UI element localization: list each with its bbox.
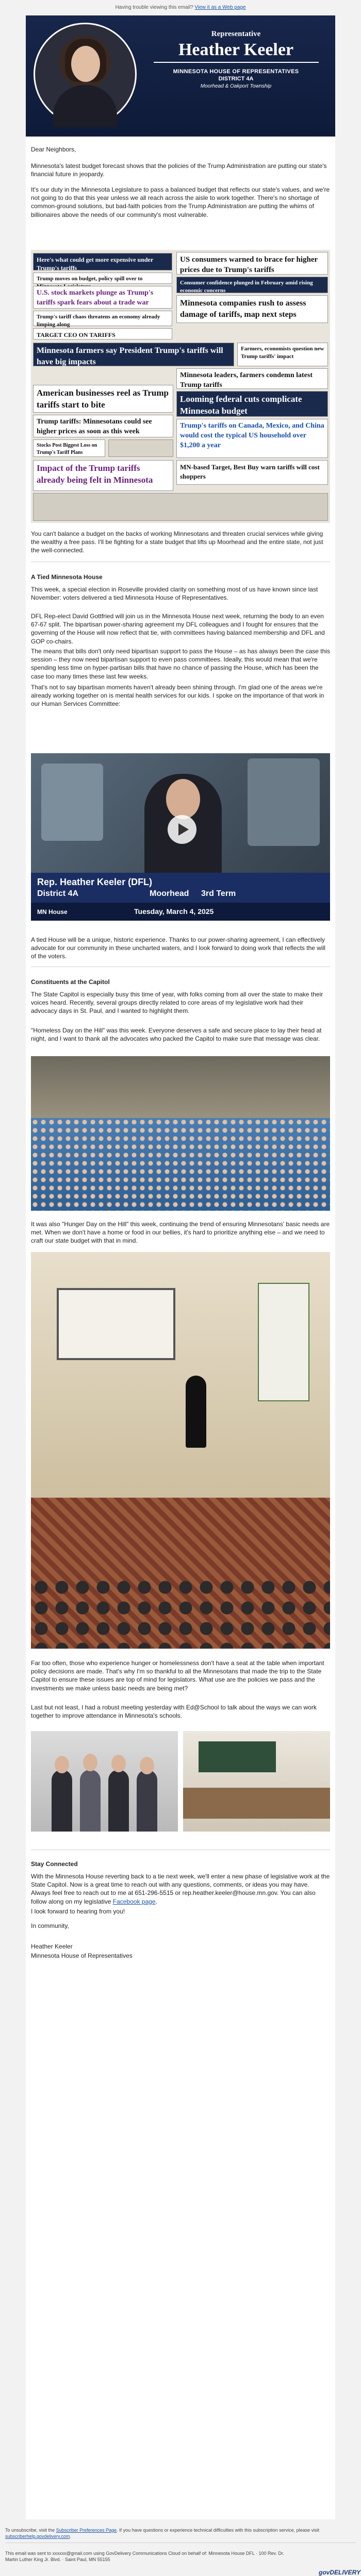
- photo-person: [80, 1770, 101, 1832]
- photo-person: [108, 1770, 129, 1832]
- portrait-face: [71, 46, 100, 82]
- headline-clip: U.S. stock markets plunge as Trump's tariffs spark fears about a trade war: [33, 286, 172, 309]
- photo-person: [137, 1770, 157, 1832]
- video-background: [41, 764, 103, 841]
- stay-connected-heading: Stay Connected: [31, 1860, 78, 1868]
- header-cities: Moorhead & Oakport Township: [200, 83, 272, 89]
- top-notice-text: Having trouble viewing this email?: [115, 5, 193, 10]
- photo-person-head: [55, 1756, 69, 1773]
- tied-house-heading: A Tied Minnesota House: [31, 573, 103, 581]
- govdelivery-logo[interactable]: govDELIVERY: [319, 2569, 361, 2576]
- headline-clip: Trump tariffs: Minnesotans could see higher prices as soon as this week: [33, 415, 173, 437]
- video-date: Tuesday, March 4, 2025: [134, 907, 214, 916]
- sign-off: In community,: [31, 1922, 69, 1929]
- video-district: District 4A: [37, 889, 79, 898]
- photo-speaker: [186, 1376, 206, 1448]
- video-term: 3rd Term: [201, 889, 236, 898]
- tied-paragraph-4: That's not to say bipartisan moments haven't already been shining through. I'm glad one of the areas we're already working together on is mental health services for our kids. I spoke on the importance of that work in our Human Services Committee:: [31, 684, 324, 708]
- representative-portrait: [34, 23, 137, 126]
- headline-clip: Minnesota farmers say President Trump's tariffs will have big impacts: [33, 343, 234, 366]
- video-speaker-head: [166, 779, 200, 819]
- tied-paragraph-5: A tied House will be a unique, historic experience. Thanks to our power-sharing agreement, I can effectively advocate for our community in these uncharted waters, and I look forward to doing work that reflects the will of the voters.: [31, 936, 325, 960]
- capitol-paragraph-4: Far too often, those who experience hunger or homelessness don't have a seat at the table when important policy decisions are made. That's why I'm so thankful to all the Minnesotans that made the trip to the State Capitol to ensure these issues are top of mind for legislators. What use are the policies we pass and the investments we make unless basic needs are being met?: [31, 1659, 324, 1692]
- headline-clip: Trump's tariffs on Canada, Mexico, and China would cost the typical US household over $1,200 a year: [176, 419, 328, 458]
- headline-clip: US consumers warned to brace for higher prices due to Trump's tariffs: [176, 252, 328, 275]
- headline-clip: American businesses reel as Trump tariffs start to bite: [33, 385, 173, 413]
- ed-at-school-meeting-photo: [183, 1731, 330, 1832]
- photo-crowd: [31, 1118, 330, 1211]
- tied-paragraph-2: DFL Rep-elect David Gottfried will join us in the Minnesota House next week, returning the body to an even 67-67 split. The bipartisan power-sharing agreement my DFL colleagues and I fought for ensures that the governing of the House will now reflect that tie, with committees having balanced membership and DFL and GOP co-chairs.: [31, 613, 325, 645]
- photo-projection-screen: [57, 1288, 175, 1360]
- portrait-torso: [53, 85, 117, 127]
- header-chamber: MINNESOTA HOUSE OF REPRESENTATIVES: [173, 69, 299, 75]
- photo-audience: [31, 1577, 330, 1649]
- unsubscribe-text: [5, 2527, 356, 2539]
- video-lower-third: [31, 873, 330, 903]
- capitol-paragraph-2: "Homeless Day on the Hill" was this week. Everyone deserves a safe and secure place to lay their head at night, and I want to thank all the advocates who packed the Capitol to make sure that message was clear.: [31, 1027, 322, 1043]
- closing-line: I look forward to hearing from you!: [31, 1908, 125, 1915]
- newsletter-header: [26, 15, 335, 137]
- video-city: Moorhead: [150, 889, 189, 898]
- header-name: Heather Keeler: [178, 40, 294, 59]
- headline-clip: Trump moves on budget, policy spill over to: [33, 273, 172, 284]
- headline-clip: Minnesota leaders, farmers condemn latest Trump tariffs: [176, 368, 328, 389]
- stay-connected-paragraph: [31, 1872, 330, 1906]
- headline-clip: MN-based Target, Best Buy warn tariffs will cost shoppers: [176, 460, 328, 485]
- video-network: MN House: [37, 908, 68, 916]
- footer-text: To unsubscribe, visit the: [5, 2528, 56, 2533]
- headline-clip: Stocks Post Biggest Loss on Trump's Tariff Plans: [33, 439, 105, 457]
- photo-person-head: [111, 1755, 126, 1772]
- sent-to-text: This email was sent to xxxxxx@gmail.com using GovDelivery Communications Cloud on behalf of: Minnesota House DFL · 100 Rev. Dr. Martin Luther King Jr. Blvd. · Saint Paul, MN 55155: [5, 2551, 284, 2563]
- headline-clip: TARGET CEO ON TARIFFS: [33, 328, 172, 340]
- photo-banner: [258, 1283, 309, 1401]
- photo-person-head: [140, 1757, 154, 1774]
- tied-paragraph-3: The means that bills don't only need bipartisan support to pass the House – as has always been the case this session – they now need bipartisan support to even pass committees. Ideally, this would mean that we're spending less time on hyper-partisan bills that have no chance of passing the House, which has been the case too many times these last few weeks.: [31, 648, 330, 680]
- headline-clip: Farmers, economists question new Trump tariffs' impact: [237, 343, 328, 366]
- capitol-paragraph-1: The State Capitol is especially busy this time of year, with folks coming from all over the state to make their voices heard. Recently, several groups directly related to core areas of my legislative work had their advocacy days in St. Paul, and I wanted to highlight them.: [31, 991, 323, 1015]
- video-speaker-name: Rep. Heather Keeler (DFL): [37, 877, 153, 887]
- stay-connected-text: With the Minnesota House reverting back to a tie next week, we'll enter a new phase of legislative work at the State Capitol. Now is a great time to reach out with any questions, comments, or ideas you may have. Always feel free to reach out to me at 651-296-5515 or rep.heather.keeler@house.mn.gov. You can also follow along on my legislative: [31, 1873, 330, 1905]
- headline-clip: Impact of the Trump tariffs already being felt in Minnesota: [33, 460, 173, 491]
- homeless-day-photo: [31, 1056, 330, 1211]
- header-role: Representative: [211, 30, 261, 38]
- video-background: [248, 758, 320, 846]
- photo-person: [52, 1770, 72, 1832]
- footer-text: .: [70, 2534, 71, 2539]
- signature-title: Minnesota House of Representatives: [31, 1952, 133, 1959]
- photo-ceiling: [31, 1056, 330, 1118]
- headline-clip-photo: [108, 439, 173, 457]
- committee-video[interactable]: [31, 753, 330, 921]
- stay-connected-end: .: [155, 1897, 157, 1905]
- headline-clip: Looming federal cuts complicate Minnesota budget: [176, 391, 328, 417]
- budget-paragraph: You can't balance a budget on the backs of working Minnesotans and threaten crucial services while giving the wealthy a free pass. I'll be fighting for a state budget that lifts up Moorhead and the entire state, not just the well-connected.: [31, 530, 323, 554]
- video-info-bar: [31, 903, 330, 921]
- intro-paragraph-2: It's our duty in the Minnesota Legislature to pass a balanced budget that reflects our state's values, and we're not going to do that this year unless we all reach across the aisle to work together. There's no shortage of common-ground solutions, but bad-faith policies from the Trump Administration are putting the whims of billionaires above the needs of our community's most vulnerable.: [31, 186, 330, 218]
- headline-clip: Here's what could get more expensive under Trump's tariffs: [33, 253, 172, 270]
- footer-text: . If you have questions or experience technical difficulties with this subscription service, please visit: [117, 2528, 320, 2533]
- greeting: Dear Neighbors,: [31, 146, 76, 153]
- intro-paragraph-1: Minnesota's latest budget forecast shows that the policies of the Trump Administration are putting our state's financial future in jeopardy.: [31, 162, 327, 178]
- ed-at-school-group-photo: [31, 1731, 178, 1832]
- tied-paragraph-1: This week, a special election in Roseville provided clarity on something most of us have known since last November: voters delivered a tied Minnesota House of Representatives.: [31, 586, 318, 602]
- photo-person-head: [83, 1754, 97, 1771]
- headline-clip: Trump's tariff chaos threatens an economy already limping along: [33, 311, 172, 326]
- subscriber-help-link[interactable]: subscriberhelp.govdelivery.com: [5, 2534, 70, 2539]
- photo-table: [183, 1788, 330, 1819]
- facebook-link[interactable]: Facebook page: [112, 1897, 156, 1905]
- headline-clip: Consumer confidence plunged in February amid rising economic concerns: [176, 277, 328, 293]
- subscriber-preferences-link[interactable]: Subscriber Preferences Page: [56, 2528, 117, 2533]
- signature-name: Heather Keeler: [31, 1943, 73, 1950]
- headline-collage: [31, 250, 330, 523]
- capitol-paragraph-3: It was also "Hunger Day on the Hill" this week, continuing the trend of ensuring Minnesotans' basic needs are met. When we don't have a home or food in our bellies, it's hard to prioritize anything else – and we need to craft our state budget with that in mind.: [31, 1221, 330, 1245]
- play-icon[interactable]: [168, 815, 196, 844]
- capitol-paragraph-5: Last but not least, I had a robust meeting yesterday with Ed@School to talk about the ways we can work together to improve attendance in Minnesota's schools.: [31, 1704, 317, 1720]
- top-notice: [0, 4, 361, 11]
- capitol-heading: Constituents at the Capitol: [31, 978, 110, 986]
- headline-clip-photo: [33, 493, 328, 521]
- hunger-day-photo: [31, 1252, 330, 1649]
- newsletter-card: [26, 15, 335, 2519]
- photo-board: [199, 1741, 276, 1772]
- header-district: DISTRICT 4A: [218, 76, 254, 82]
- web-view-link[interactable]: View it as a Web page: [194, 5, 246, 10]
- headline-clip: Minnesota companies rush to assess damage of tariffs, map next steps: [176, 295, 328, 323]
- header-divider: [154, 62, 319, 63]
